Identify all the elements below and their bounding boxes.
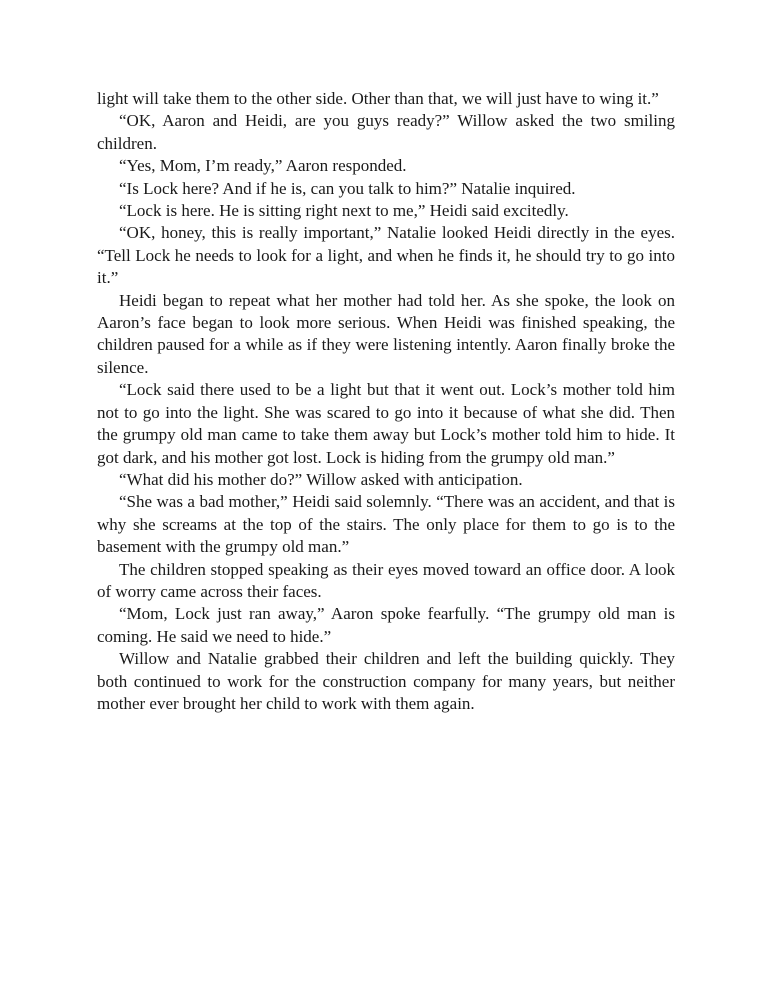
paragraph-6: “OK, honey, this is really important,” Natalie looked Heidi directly in the eyes. “Tell Lock he needs to look for a light, and when he finds it, he should try to go into it.” [97,223,675,288]
paragraph-5: “Lock is here. He is sitting right next to me,” Heidi said excitedly. [119,201,569,221]
paragraph-7: Heidi began to repeat what her mother had told her. As she spoke, the look on Aaron’s face began to look more serious. When Heidi was finished speaking, the children paused for a while as if they were listening intently. Aaron finally broke the silence. [97,290,675,377]
paragraph-3: “Yes, Mom, I’m ready,” Aaron responded. [119,156,407,176]
paragraph-8: “Lock said there used to be a light but that it went out. Lock’s mother told him not to go into the light. She was scared to go into it because of what she did. Then the grumpy old man came to take them away but Lock’s mother told him to hide. It got dark, and his mother got lost. Lock is hiding from the grumpy old man.” [97,380,675,467]
paragraph-2: “OK, Aaron and Heidi, are you guys ready?” Willow asked the two smiling children. [97,111,675,153]
paragraph-12: “Mom, Lock just ran away,” Aaron spoke fearfully. “The grumpy old man is coming. He said we need to hide.” [97,604,675,646]
page-text-block [97,88,675,715]
paragraph-4: “Is Lock here? And if he is, can you talk to him?” Natalie inquired. [119,178,576,198]
paragraph-9: “What did his mother do?” Willow asked with anticipation. [119,469,523,489]
paragraph-11: The children stopped speaking as their eyes moved toward an office door. A look of worry came across their faces. [97,559,675,601]
paragraph-10: “She was a bad mother,” Heidi said solemnly. “There was an accident, and that is why she screams at the top of the stairs. The only place for them to go is to the basement with the grumpy old man.” [97,492,675,557]
paragraph-1: light will take them to the other side. Other than that, we will just have to wing it.” [97,89,659,108]
paragraph-13: Willow and Natalie grabbed their children and left the building quickly. They both continued to work for the construction company for many years, but neither mother ever brought her child to work with them again. [97,649,675,713]
